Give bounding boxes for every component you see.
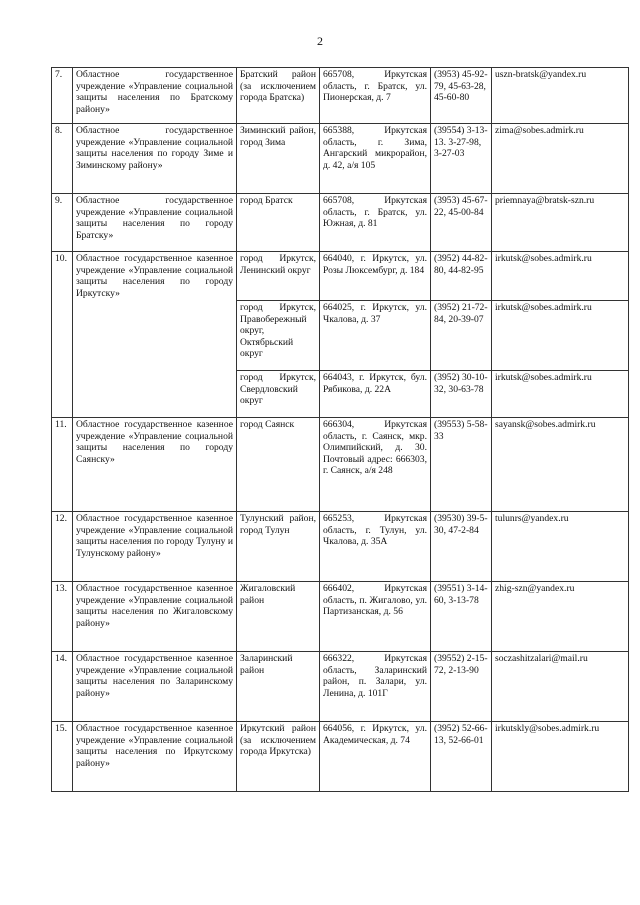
phone-numbers: (3953) 45-92-79, 45-63-28, 45-60-80: [431, 68, 492, 124]
office-address: 664056, г. Иркутск, ул. Академическая, д. 74: [320, 722, 431, 792]
phone-numbers: (39552) 2-15-72, 2-13-90: [431, 652, 492, 722]
office-address: 666304, Иркутская область, г. Саянск, мкр. Олимпийский, д. 30. Почтовый адрес: 666303, г. Саянск, а/я 248: [320, 418, 431, 512]
phone-numbers: (3952) 52-66-13, 52-66-01: [431, 722, 492, 792]
table-row: [52, 418, 629, 512]
institution-name: Областное государственное учреждение «Управление социальной защиты населения по городу Братску»: [73, 194, 237, 252]
email-address[interactable]: tulunrs@yandex.ru: [492, 512, 629, 582]
office-address: 666402, Иркутская область, п. Жигалово, ул. Партизанская, д. 56: [320, 582, 431, 652]
email-address[interactable]: irkutskly@sobes.admirk.ru: [492, 722, 629, 792]
service-territory: город Братск: [237, 194, 320, 252]
table-row: [52, 582, 629, 652]
service-territory: Жигаловский район: [237, 582, 320, 652]
row-number: 9.: [52, 194, 73, 252]
row-number: 15.: [52, 722, 73, 792]
row-number: 11.: [52, 418, 73, 512]
row-number: 10.: [52, 252, 73, 418]
row-number: 14.: [52, 652, 73, 722]
office-address: 666322, Иркутская область, Заларинский район, п. Залари, ул. Ленина, д. 101Г: [320, 652, 431, 722]
page-number: 2: [317, 34, 323, 48]
institution-name: Областное государственное казенное учреждение «Управление социальной защиты населения по Заларинскому району»: [73, 652, 237, 722]
office-address: 664043, г. Иркутск, бул. Рябикова, д. 22А: [320, 371, 431, 418]
email-address[interactable]: soczashitzalari@mail.ru: [492, 652, 629, 722]
registry-body: [52, 68, 629, 792]
institution-name: Областное государственное казенное учреждение «Управление социальной защиты населения по Жигаловскому району»: [73, 582, 237, 652]
office-address: 665388, Иркутская область, г. Зима, Ангарский микрорайон, д. 42, а/я 105: [320, 124, 431, 194]
institution-name: Областное государственное казенное учреждение «Управление социальной защиты населения по городу Тулуну и Тулунскому району»: [73, 512, 237, 582]
office-address: 665253, Иркутская область, г. Тулун, ул. Чкалова, д. 35А: [320, 512, 431, 582]
table-row: [52, 512, 629, 582]
office-address: 665708, Иркутская область, г. Братск, ул. Южная, д. 81: [320, 194, 431, 252]
phone-numbers: (39551) 3-14-60, 3-13-78: [431, 582, 492, 652]
row-number: 12.: [52, 512, 73, 582]
institution-name: Областное государственное казенное учреждение «Управление социальной защиты населения по городу Иркутску»: [73, 252, 237, 418]
institution-name: Областное государственное учреждение «Управление социальной защиты населения по Братскому району»: [73, 68, 237, 124]
service-territory: Тулунский район, город Тулун: [237, 512, 320, 582]
phone-numbers: (3952) 30-10-32, 30-63-78: [431, 371, 492, 418]
service-territory: Заларинский район: [237, 652, 320, 722]
office-address: 665708, Иркутская область, г. Братск, ул. Пионерская, д. 7: [320, 68, 431, 124]
email-address[interactable]: zhig-szn@yandex.ru: [492, 582, 629, 652]
email-address[interactable]: irkutsk@sobes.admirk.ru: [492, 371, 629, 418]
email-address[interactable]: priemnaya@bratsk-szn.ru: [492, 194, 629, 252]
service-territory: город Иркутск, Правобережный округ, Октябрьский округ: [237, 301, 320, 371]
email-address[interactable]: irkutsk@sobes.admirk.ru: [492, 252, 629, 301]
table-row: [52, 194, 629, 252]
institution-name: Областное государственное учреждение «Управление социальной защиты населения по городу Зиме и Зиминскому району»: [73, 124, 237, 194]
registry-table: [51, 67, 629, 792]
table-row: [52, 124, 629, 194]
table-row: [52, 652, 629, 722]
phone-numbers: (3952) 21-72-84, 20-39-07: [431, 301, 492, 371]
service-territory: город Саянск: [237, 418, 320, 512]
phone-numbers: (3953) 45-67-22, 45-00-84: [431, 194, 492, 252]
email-address[interactable]: irkutsk@sobes.admirk.ru: [492, 301, 629, 371]
table-row: [52, 68, 629, 124]
table-row: [52, 252, 629, 301]
row-number: 7.: [52, 68, 73, 124]
phone-numbers: (39530) 39-5-30, 47-2-84: [431, 512, 492, 582]
row-number: 8.: [52, 124, 73, 194]
service-territory: Зиминский район, город Зима: [237, 124, 320, 194]
phone-numbers: (39554) 3-13-13. 3-27-98, 3-27-03: [431, 124, 492, 194]
phone-numbers: (3952) 44-82-80, 44-82-95: [431, 252, 492, 301]
email-address[interactable]: zima@sobes.admirk.ru: [492, 124, 629, 194]
service-territory: город Иркутск, Ленинский округ: [237, 252, 320, 301]
phone-numbers: (39553) 5-58-33: [431, 418, 492, 512]
email-address[interactable]: sayansk@sobes.admirk.ru: [492, 418, 629, 512]
table-row: [52, 722, 629, 792]
service-territory: город Иркутск, Свердловский округ: [237, 371, 320, 418]
institution-name: Областное государственное казенное учреждение «Управление социальной защиты населения по городу Саянску»: [73, 418, 237, 512]
service-territory: Братский район (за исключением города Братска): [237, 68, 320, 124]
service-territory: Иркутский район (за исключением города Иркутска): [237, 722, 320, 792]
email-address[interactable]: uszn-bratsk@yandex.ru: [492, 68, 629, 124]
office-address: 664025, г. Иркутск, ул. Чкалова, д. 37: [320, 301, 431, 371]
row-number: 13.: [52, 582, 73, 652]
office-address: 664040, г. Иркутск, ул. Розы Люксембург, д. 184: [320, 252, 431, 301]
institution-name: Областное государственное казенное учреждение «Управление социальной защиты населения по Иркутскому району»: [73, 722, 237, 792]
